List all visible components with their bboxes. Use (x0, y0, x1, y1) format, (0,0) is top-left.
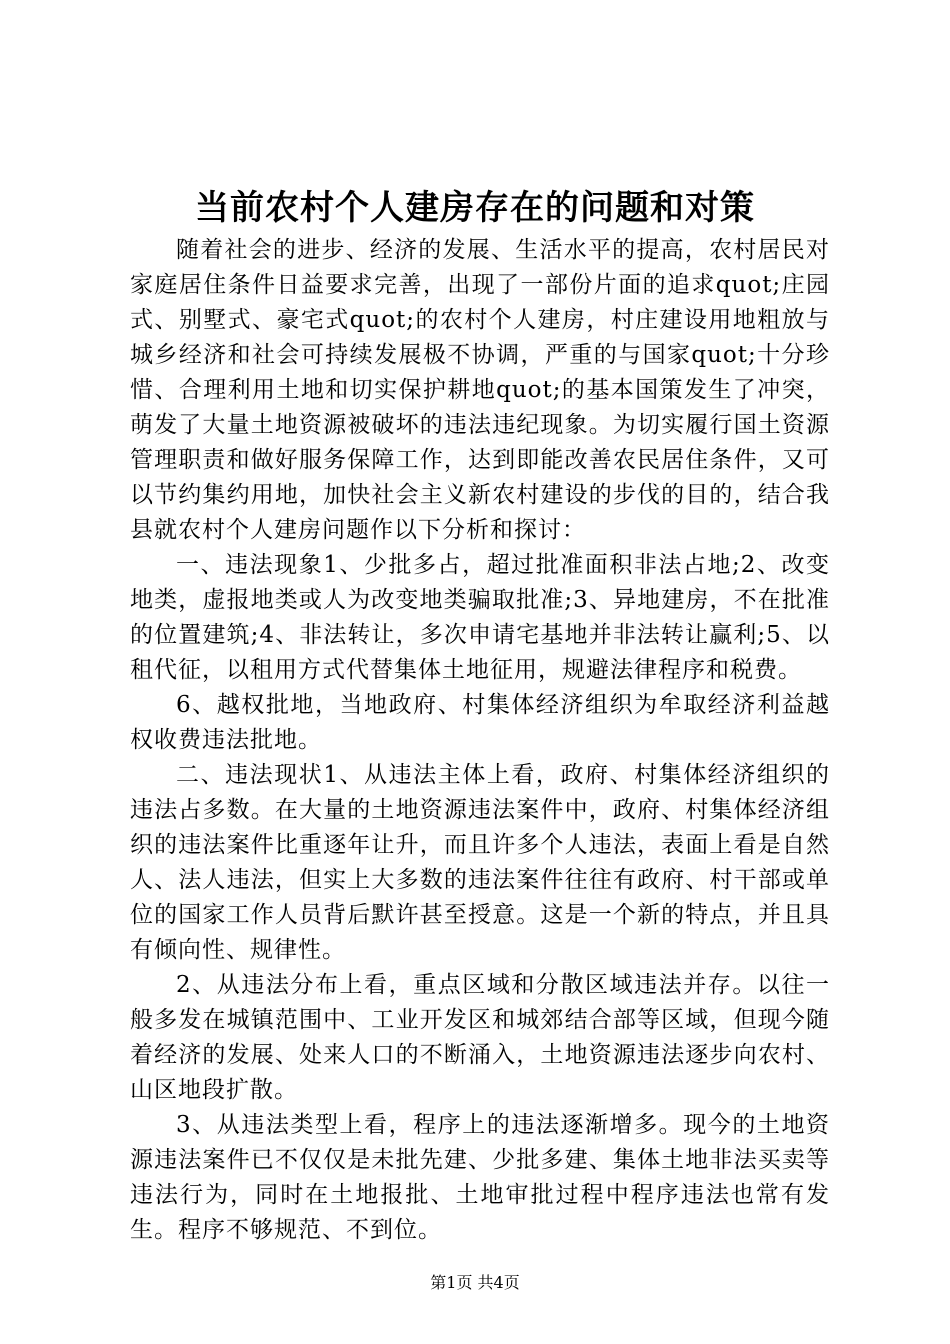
document-title: 当前农村个人建房存在的问题和对策 (195, 188, 755, 228)
paragraph-item-2: 2、从违法分布上看，重点区域和分散区域违法并存。以往一般多发在城镇范围中、工业开发区和城郊结合部等区域，但现今随着经济的发展、处来人口的不断涌入，土地资源违法逐步向农村、山区地段扩散。 (130, 972, 830, 1103)
paragraph-item-3: 3、从违法类型上看，程序上的违法逐渐增多。现今的土地资源违法案件已不仅仅是未批先建、少批多建、集体土地非法买卖等违法行为，同时在土地报批、土地审批过程中程序违法也常有发生。程序不够规范、不到位。 (130, 1112, 830, 1243)
paragraph-intro: 随着社会的进步、经济的发展、生活水平的提高，农村居民对家庭居住条件日益要求完善，出现了一部份片面的追求quot;庄园式、别墅式、豪宅式quot;的农村个人建房，村庄建设用地粗放与城乡经济和社会可持续发展极不协调，严重的与国家quot;十分珍惜、合理利用土地和切实保护耕地quot;的基本国策发生了冲突，萌发了大量土地资源被破坏的违法违纪现象。为切实履行国土资源管理职责和做好服务保障工作，达到即能改善农民居住条件，又可以节约集约用地，加快社会主义新农村建设的步伐的目的，结合我县就农村个人建房问题作以下分析和探讨： (130, 237, 830, 543)
document-body (130, 233, 830, 1248)
page-footer: 第1页 共4页 (430, 1273, 520, 1292)
paragraph-section-1: 一、违法现象1、少批多占，超过批准面积非法占地;2、改变地类，虚报地类或人为改变地类骗取批准;3、异地建房，不在批准的位置建筑;4、非法转让，多次申请宅基地并非法转让赢利;5、以租代征，以租用方式代替集体土地征用，规避法律程序和税费。 (130, 552, 830, 683)
paragraph-item-6: 6、越权批地，当地政府、村集体经济组织为牟取经济利益越权收费违法批地。 (130, 692, 830, 753)
paragraph-section-2: 二、违法现状1、从违法主体上看，政府、村集体经济组织的违法占多数。在大量的土地资源违法案件中，政府、村集体经济组织的违法案件比重逐年让升，而且许多个人违法，表面上看是自然人、法人违法，但实上大多数的违法案件往往有政府、村干部或单位的国家工作人员背后默许甚至授意。这是一个新的特点，并且具有倾向性、规律性。 (130, 762, 830, 963)
